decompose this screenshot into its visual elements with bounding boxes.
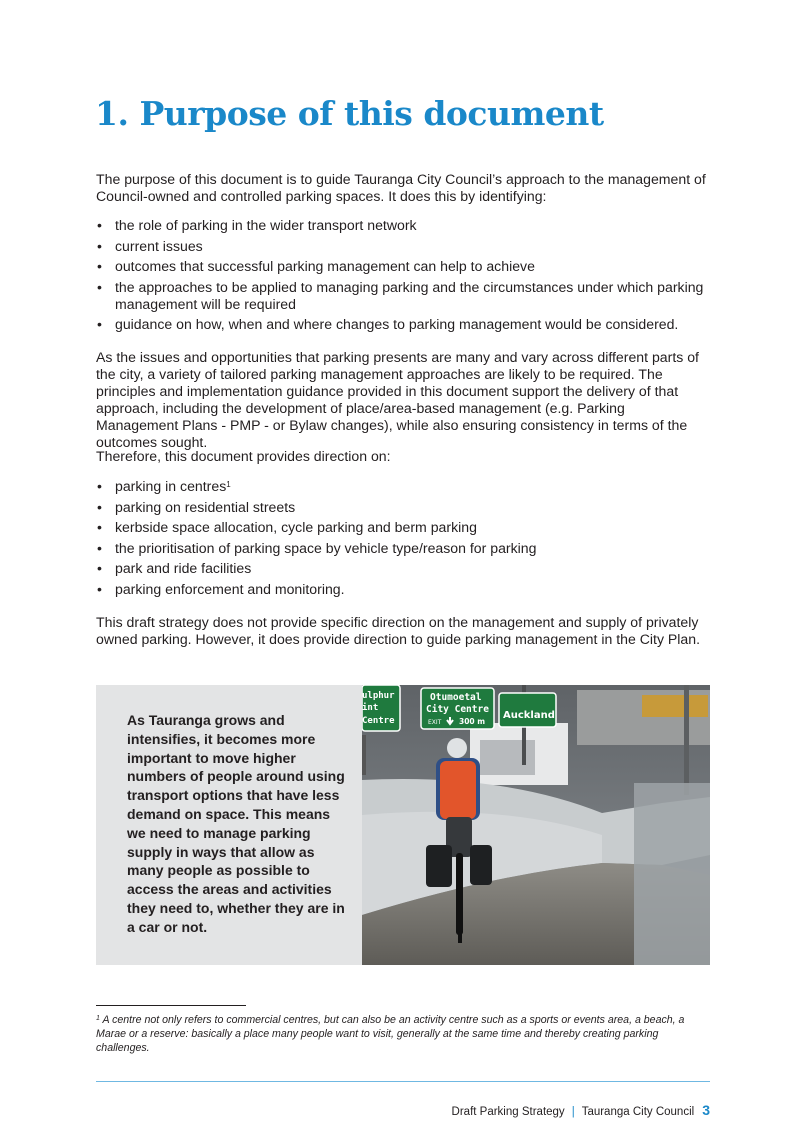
issues-text: As the issues and opportunities that parking presents are many and vary across different parts of the city, a variety of tailored parking management approaches are likely to be required. The principles and implementation guidance provided in this document support the delivery of that approach, including the development of place/area-based management (e.g. Parking Management Plans - PMP - or Bylaw changes), while also ensuring consistency in terms of the outcomes sought. [96, 349, 699, 450]
callout-box [96, 685, 710, 965]
lamp-post [684, 685, 689, 795]
list-item: • the approaches to be applied to managing parking and the circumstances under which parking management will be required [96, 279, 710, 313]
page-footer [452, 1102, 710, 1118]
footnote-mark: 1 [96, 1015, 100, 1022]
intro-text: The purpose of this document is to guide Tauranga City Council’s approach to the management of Council-owned and controlled parking spaces. It does this by identifying: [96, 171, 706, 204]
list-item: • parking enforcement and monitoring. [96, 581, 710, 598]
sign-left-line3: Centre [362, 716, 395, 726]
truck-cab [480, 740, 535, 775]
sign-exit: EXIT [428, 719, 442, 726]
footer-divider [96, 1081, 710, 1082]
building-banner [642, 695, 708, 717]
list-item [96, 478, 710, 495]
list-item-text: parking in centres [115, 478, 227, 494]
direction-intro [96, 448, 710, 465]
footnote-divider [96, 1005, 246, 1006]
sign-mid-line1: Otumoetal [430, 692, 482, 703]
footer-doc-title: Draft Parking Strategy [451, 1106, 565, 1118]
scope-text: This draft strategy does not provide specific direction on the management and supply of privately owned parking. However, it does provide direction to guide parking management in the City Plan. [96, 614, 701, 647]
list-item: • the role of parking in the wider transport network [96, 217, 710, 234]
list-item: • kerbside space allocation, cycle parking and berm parking [96, 519, 710, 536]
list-item: • the prioritisation of parking space by vehicle type/reason for parking [96, 540, 710, 557]
sign-mid [421, 688, 494, 729]
page-number: 3 [702, 1102, 710, 1118]
sign-left-line2: int [362, 703, 379, 713]
list-item: • parking on residential streets [96, 499, 710, 516]
right-railing [634, 783, 710, 965]
list-item: • guidance on how, when and where changes to parking management would be considered. [96, 316, 710, 333]
list-item: • current issues [96, 238, 710, 255]
page-title: 1. Purpose of this document [95, 94, 604, 133]
list-item: • park and ride facilities [96, 560, 710, 577]
footnote-ref[interactable]: 1 [226, 480, 231, 489]
sign-right-text: Auckland [503, 710, 555, 721]
sign-distance: 300 m [459, 717, 486, 726]
footer-separator: | [571, 1106, 575, 1118]
callout-text: As Tauranga grows and intensifies, it becomes more important to move higher numbers of people around using transport options that have less demand on space. This means we need to manage parking supply in ways that allow as many people as possible to access the areas and activities they need to, whether they are in a car or not. [127, 712, 345, 935]
sign-mid-line2: City Centre [426, 704, 489, 715]
sign-left [362, 685, 400, 731]
sign-right [499, 693, 556, 727]
identify-list [96, 217, 710, 337]
sign-left-line1: ulphur [362, 691, 395, 701]
direction-list [96, 478, 710, 601]
scope-paragraph [96, 614, 710, 648]
issues-paragraph [96, 349, 710, 451]
direction-intro-text: Therefore, this document provides direction on: [96, 448, 391, 464]
cyclist-photo [362, 685, 710, 965]
footnote-text: A centre not only refers to commercial centres, but can also be an activity centre such as a sports or events area, a beach, a Marae or a reserve: basically a place many people want to visit, generally at the same time and thereby creating parking challenges. [96, 1014, 685, 1055]
intro-paragraph [96, 171, 710, 205]
list-item: • outcomes that successful parking management can help to achieve [96, 258, 710, 275]
sign-pole [362, 735, 366, 775]
footer-org: Tauranga City Council [581, 1106, 695, 1118]
footnote [96, 1013, 712, 1056]
